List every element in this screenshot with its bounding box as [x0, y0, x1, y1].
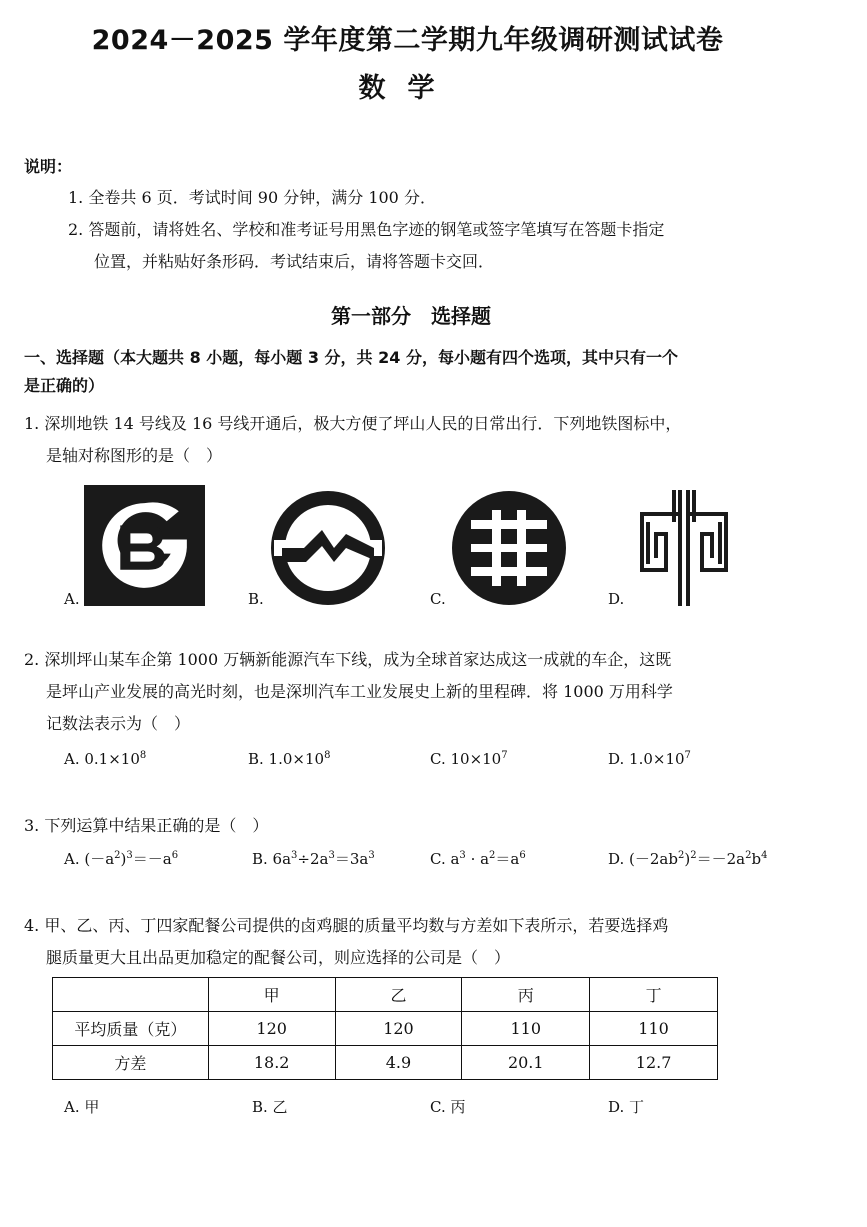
question-line: 2. 深圳坪山某车企第 1000 万辆新能源汽车下线，成为全球首家达成这一成就的车企，这既 [24, 650, 672, 669]
table-header-row [53, 978, 718, 1012]
subject-title: 数学 [358, 73, 457, 104]
question-4 [24, 910, 799, 974]
section-header [24, 344, 799, 400]
table-cell: 甲 [208, 978, 335, 1012]
wave-circle-logo-icon [270, 490, 386, 606]
note-item: 1. 全卷共 6 页．考试时间 90 分钟，满分 100 分． [68, 188, 436, 207]
notes-label: 说明： [24, 157, 73, 176]
option-d[interactable]: D. $(-2ab^2)^2=-2a^2b^4$ [608, 850, 768, 868]
question-line: 腿质量更大且出品更加稳定的配餐公司，则应选择的公司是（ ） [46, 948, 511, 967]
option-c[interactable]: C. $a^3 \cdot a^2=a^6$ [430, 850, 526, 868]
option-d[interactable]: D. [608, 590, 625, 608]
question-line: 是坪山产业发展的高光时刻，也是深圳汽车工业发展史上新的里程碑．将 1000 万用科学 [46, 682, 673, 701]
knot-logo-icon [636, 488, 732, 608]
option-c[interactable]: C. $10\times 10^7$ [430, 750, 508, 768]
question-line: 1. 深圳地铁 14 号线及 16 号线开通后，极大方便了坪山人民的日常出行．下列地铁图标中， [24, 414, 682, 433]
option-a[interactable]: A. 甲 [64, 1098, 100, 1116]
section-line: 一、选择题（本大题共 8 小题，每小题 3 分，共 24 分，每小题有四个选项，其中只有一个 [24, 348, 678, 367]
beijing-subway-logo-icon [84, 485, 205, 606]
table-cell: 120 [208, 1012, 335, 1046]
table-cell: 平均质量（克） [53, 1012, 209, 1046]
option-b[interactable]: B. 乙 [252, 1098, 288, 1116]
option-b[interactable]: B. $6a^3\div 2a^3=3a^3$ [252, 850, 375, 868]
table-cell: 丙 [462, 978, 590, 1012]
question-2 [24, 644, 799, 740]
option-a[interactable]: A. $(-a^2)^3=-a^6$ [64, 850, 179, 868]
table-cell: 丁 [590, 978, 718, 1012]
table-cell: 110 [590, 1012, 718, 1046]
section-line: 是正确的） [24, 376, 105, 395]
table-cell: 方差 [53, 1046, 209, 1080]
note-item: 2. 答题前，请将姓名、学校和准考证号用黑色字迹的钢笔或签字笔填写在答题卡指定 [68, 220, 665, 239]
question-line: 4. 甲、乙、丙、丁四家配餐公司提供的卤鸡腿的质量平均数与方差如下表所示，若要选择鸡 [24, 916, 669, 935]
question-line: 记数法表示为（ ） [46, 714, 191, 733]
option-c[interactable]: C. [430, 590, 446, 608]
option-b[interactable]: B. $1.0\times 10^8$ [248, 750, 331, 768]
table-cell: 12.7 [590, 1046, 718, 1080]
option-c[interactable]: C. 丙 [430, 1098, 466, 1116]
table-row [53, 1012, 718, 1046]
option-d[interactable]: D. 丁 [608, 1098, 645, 1116]
note-item: 位置，并粘贴好条形码．考试结束后，请将答题卡交回． [94, 252, 495, 271]
part-title: 第一部分 选择题 [331, 304, 491, 328]
question-line: 3. 下列运算中结果正确的是（ ） [24, 816, 269, 835]
question-1 [24, 408, 799, 472]
table-cell [53, 978, 209, 1012]
question-line: 是轴对称图形的是（ ） [46, 446, 223, 465]
table-cell: 18.2 [208, 1046, 335, 1080]
table-cell: 120 [335, 1012, 462, 1046]
table-cell: 20.1 [462, 1046, 590, 1080]
table-cell: 4.9 [335, 1046, 462, 1080]
option-d[interactable]: D. $1.0\times 10^7$ [608, 750, 691, 768]
table-cell: 110 [462, 1012, 590, 1046]
option-a[interactable]: A. [64, 590, 80, 608]
table-cell: 乙 [335, 978, 462, 1012]
mtr-logo-icon [451, 490, 567, 606]
question-3 [24, 810, 799, 842]
table-row [53, 1046, 718, 1080]
exam-title: 2024－2025 学年度第二学期九年级调研测试试卷 [91, 25, 724, 56]
data-table [52, 977, 718, 1080]
option-a[interactable]: A. $0.1\times 10^8$ [64, 750, 147, 768]
option-b[interactable]: B. [248, 590, 264, 608]
